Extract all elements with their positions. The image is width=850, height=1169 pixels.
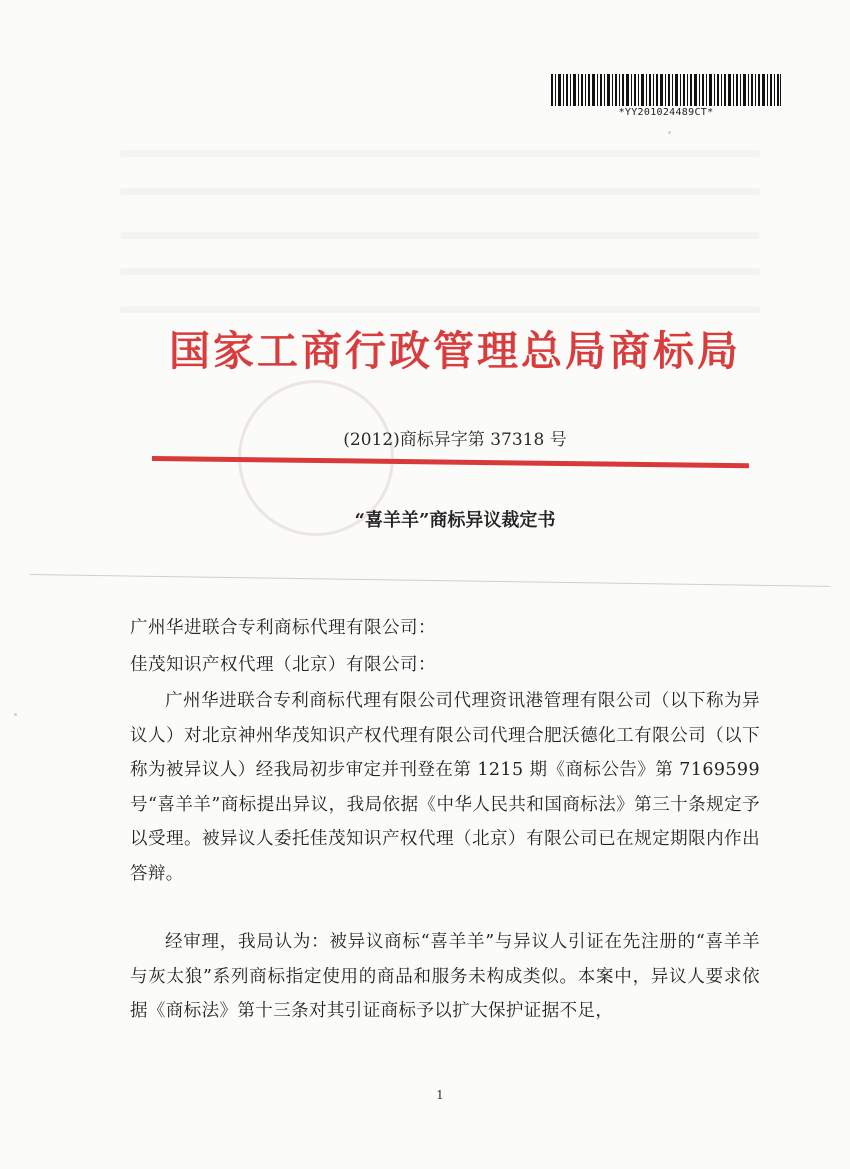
scan-speck xyxy=(14,713,17,716)
barcode xyxy=(551,74,781,118)
body-paragraph-2: 经审理，我局认为：被异议商标“喜羊羊”与异议人引证在先注册的“喜羊羊与灰太狼”系列商标指定使用的商品和服务未构成类似。本案中，异议人要求依据《商标法》第十三条对其引证商标予以扩大保护证据不足， xyxy=(130,932,760,1021)
scan-speck xyxy=(668,131,671,134)
bleed-through-line xyxy=(120,188,760,195)
bleed-through-line xyxy=(120,306,760,313)
agency-title: 国家工商行政管理总局商标局 xyxy=(169,327,741,375)
barcode-icon xyxy=(551,74,781,106)
document-number: (2012)商标异字第 37318 号 xyxy=(343,430,567,450)
addressee-1: 广州华进联合专利商标代理有限公司： xyxy=(130,618,436,638)
addressee-2: 佳茂知识产权代理（北京）有限公司： xyxy=(130,655,436,675)
decision-title: “喜羊羊”商标异议裁定书 xyxy=(354,510,556,531)
fold-line xyxy=(30,574,830,587)
bleed-through-line xyxy=(120,268,760,275)
page-number: 1 xyxy=(436,1088,444,1102)
barcode-number: *YY201024489CT* xyxy=(618,107,714,118)
bleed-through-line xyxy=(120,150,760,157)
body-paragraph-1: 广州华进联合专利商标代理有限公司代理资讯港管理有限公司（以下称为异议人）对北京神州华茂知识产权代理有限公司代理合肥沃德化工有限公司（以下称为被异议人）经我局初步审定并刊登在第 1215 期《商标公告》第 7169599 号“喜羊羊”商标提出异议，我局依据《中华人民共和国商标法》第三十条规定予以受理。被异议人委托佳茂知识产权代理（北京）有限公司已在规定期限内作出答辩。 xyxy=(130,691,760,884)
bleed-through-line xyxy=(120,232,760,239)
